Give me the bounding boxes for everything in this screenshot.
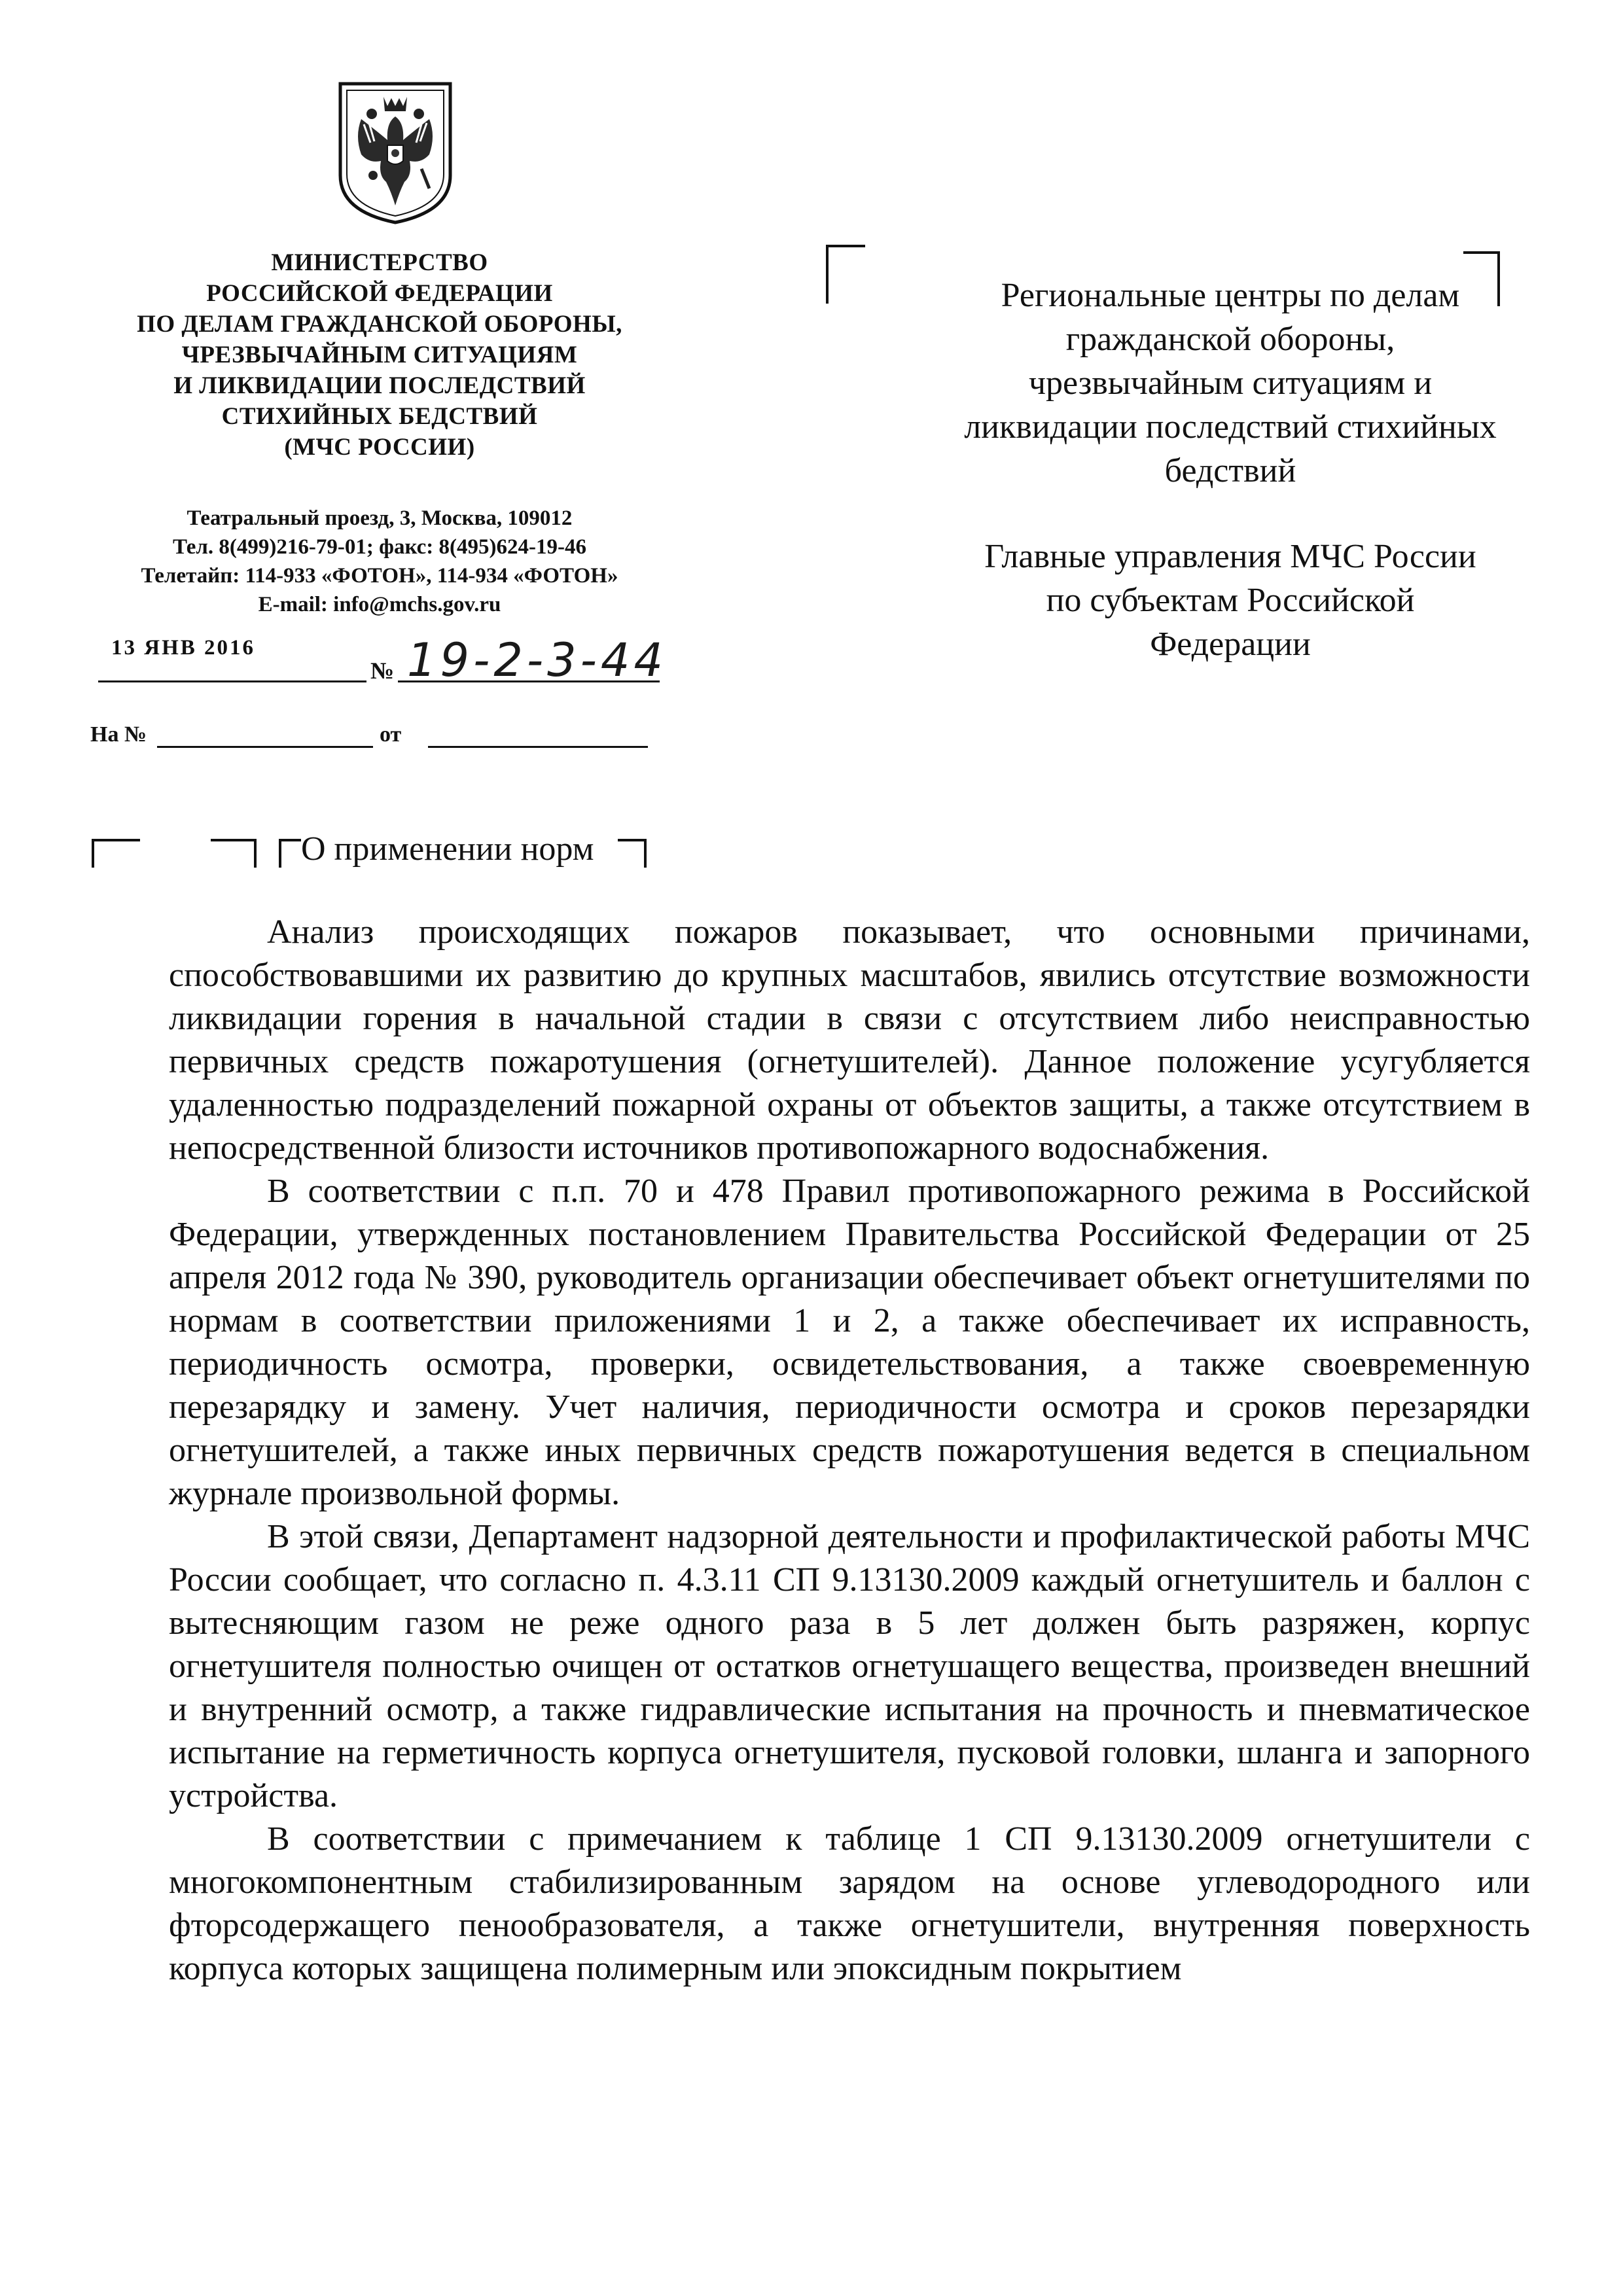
subject-bracket-mid [211, 839, 257, 868]
sender-line: РОССИЙСКОЙ ФЕДЕРАЦИИ [206, 280, 553, 307]
subject-bracket-open [279, 839, 301, 868]
sender-contacts [98, 504, 661, 619]
addressee-bracket-left [826, 245, 865, 304]
addressee-line: по субъектам Российской [1046, 582, 1415, 619]
addressee-line: Главные управления МЧС России [984, 538, 1476, 575]
coat-of-arms-emblem [331, 77, 459, 226]
body-paragraph: В соответствии с п.п. 70 и 478 Правил противопожарного режима в Российской Федерации, утвержденных постановлением Правительства Российской Федерации от 25 апреля 2012 года № 390, руководитель организации обеспечивает объект огнетушителями по нормам в соответствии приложениями 1 и 2, а также обеспечивает их исправность, периодичность осмотра, проверки, освидетельствования, а также своевременную перезарядку и замену. Учет наличия, периодичности осмотра и сроков перезарядки огнетушителей, а также иных первичных средств пожаротушения ведется в специальном журнале произвольной формы. [169, 1173, 1530, 1512]
body-paragraph: В соответствии с примечанием к таблице 1 СП 9.13130.2009 огнетушители с многокомпонентным стабилизированным зарядом на основе углеводородного или фторсодержащего пенообразователя, а также огнетушители, внутренняя поверхность корпуса которых защищена полимерным или эпоксидным покрытием [169, 1820, 1530, 1987]
addressee-line: чрезвычайным ситуациям и [1028, 364, 1433, 402]
addressee-block [903, 274, 1558, 666]
subject-bracket-close [618, 839, 647, 868]
sender-block [124, 247, 635, 463]
addressee-line: Региональные центры по делам [1001, 277, 1460, 314]
subject-bracket-left [92, 839, 140, 868]
reference-date-label: от [380, 722, 402, 747]
reference-number-label: На № [90, 722, 147, 747]
number-sign: № [370, 658, 395, 684]
addressee-line: Федерации [1150, 626, 1311, 663]
body-paragraph: В этой связи, Департамент надзорной деятельности и профилактической работы МЧС России сообщает, что согласно п. 4.3.11 СП 9.13130.2009 каждый огнетушитель и баллон с вытесняющим газом не реже одного раза в 5 лет должен быть разряжен, корпус огнетушителя полностью очищен от остатков огнетушащего вещества, произведен внешний и внутренний осмотр, а также гидравлические испытания на прочность и пневматическое испытание на герметичность корпуса огнетушителя, пусковой головки, шланга и запорного устройства. [169, 1518, 1530, 1814]
email-line: E-mail: info@mchs.gov.ru [258, 593, 501, 616]
letter-body [169, 911, 1530, 1990]
body-paragraph: Анализ происходящих пожаров показывает, что основными причинами, способствовавшими их развитию до крупных масштабов, явились отсутствие возможности ликвидации горения в начальной стадии в связи с отсутствием либо неисправностью первичных средств пожаротушения (огнетушителей). Данное положение усугубляется удаленностью подразделений пожарной охраны от объектов защиты, а также отсутствием в непосредственной близости источников противопожарного водоснабжения. [169, 913, 1530, 1167]
registration-date: 13 ЯНВ 2016 [111, 636, 256, 660]
letter-subject: О применении норм [301, 830, 594, 868]
registration-number: 19-2-3-44 [407, 633, 667, 687]
number-underline [398, 680, 660, 682]
sender-line: ПО ДЕЛАМ ГРАЖДАНСКОЙ ОБОРОНЫ, [137, 311, 622, 338]
reference-number-line [157, 746, 373, 748]
sender-line: СТИХИЙНЫХ БЕДСТВИЙ [221, 403, 538, 430]
phone-line: Тел. 8(499)216-79-01; факс: 8(495)624-19-46 [173, 535, 586, 559]
reference-date-line [428, 746, 648, 748]
date-underline [98, 680, 366, 682]
address-line: Театральный проезд, 3, Москва, 109012 [187, 506, 573, 530]
sender-line: МИНИСТЕРСТВО [271, 249, 488, 276]
addressee-line: бедствий [1164, 452, 1296, 489]
sender-line: ЧРЕЗВЫЧАЙНЫМ СИТУАЦИЯМ [181, 342, 578, 368]
teletype-line: Телетайп: 114-933 «ФОТОН», 114-934 «ФОТОН» [141, 564, 618, 588]
addressee-line: ликвидации последствий стихийных [964, 408, 1497, 446]
addressee-line: гражданской обороны, [1065, 321, 1395, 358]
sender-line: (МЧС РОССИИ) [284, 434, 475, 461]
sender-line: И ЛИКВИДАЦИИ ПОСЛЕДСТВИЙ [173, 372, 586, 399]
